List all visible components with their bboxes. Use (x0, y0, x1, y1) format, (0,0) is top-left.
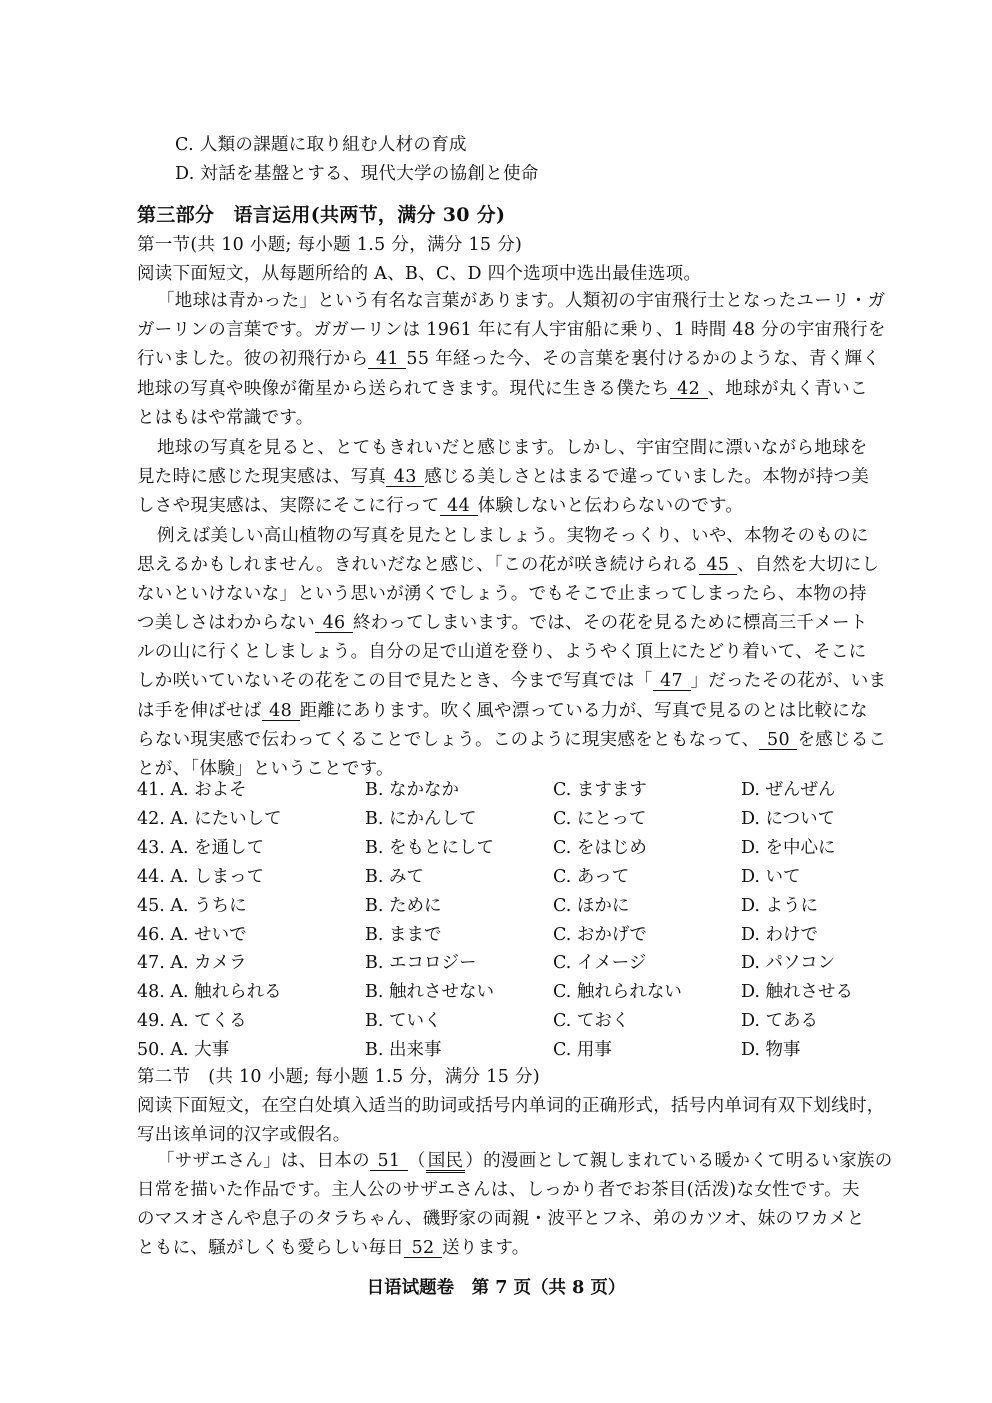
passage-text: 体験しないと伝わらないのです。 (477, 496, 744, 516)
blank-number: 41 (368, 350, 406, 369)
passage-1-line (137, 466, 869, 488)
passage-2-line (137, 1179, 860, 1201)
passage-1-line (137, 583, 867, 605)
section2-title: 第二节 (共 10 小题; 每小题 1.5 分，满分 15 分) (137, 1067, 540, 1087)
passage-1-line (137, 554, 879, 576)
passage-1-line (137, 348, 880, 370)
option-c: C. あって (553, 866, 630, 887)
option-c: C. イメージ (553, 953, 647, 974)
blank-number: 42 (670, 380, 708, 399)
option-row (137, 981, 857, 1003)
option-row (137, 924, 857, 946)
option-b: B. ていく (365, 1011, 442, 1032)
option-a: 43. A. を通して (137, 837, 265, 858)
option-row (137, 837, 857, 859)
option-c: C. をはじめ (553, 837, 647, 858)
blank-number: 48 (262, 702, 300, 721)
passage-text: 55 年経った今、その言葉を裏付けるかのような、青く輝く (406, 349, 881, 369)
passage-1-line (157, 290, 885, 312)
passage-text: 地球の写真や映像が衛星から送られてきます。現代に生きる僕たち (137, 379, 670, 399)
passage-text: ガーリンの言葉です。ガガーリンは 1961 年に有人宇宙船に乗り、1 時間 48 分の宇宙飛行を (137, 320, 886, 340)
option-row (137, 1010, 857, 1032)
option-c: C. 用事 (553, 1040, 612, 1061)
part3-title: 第三部分 语言运用(共两节，满分 30 分) (137, 204, 506, 226)
section1-title: 第一节(共 10 小题; 每小题 1.5 分，满分 15 分) (137, 235, 523, 255)
option-a: 48. A. 触れられる (137, 982, 282, 1003)
passage-1-line (137, 641, 866, 663)
option-c: C. 触れられない (553, 982, 682, 1003)
passage-1-line (137, 495, 743, 517)
passage-1-line (137, 758, 394, 780)
blank-number: 52 (404, 1239, 442, 1258)
option-b: B. ままで (365, 924, 442, 945)
blank-number: 46 (315, 614, 353, 633)
option-a: 50. A. 大事 (137, 1040, 230, 1061)
passage-text: 送ります。 (442, 1238, 530, 1258)
passage-text: 終わってしまいます。では、その花を見るために標高三千メート (353, 613, 868, 633)
prev-option-c: C. 人類の課題に取り組む人材の育成 (175, 135, 467, 155)
passage-text: つ美しさはわからない (137, 613, 315, 633)
option-row (137, 1039, 857, 1061)
option-row (137, 895, 857, 917)
option-d: D. わけで (741, 924, 819, 945)
passage-text: ルの山に行くとしましょう。自分の足で山道を登り、ようやく頂上にたどり着いて、そこに (137, 642, 867, 662)
page-footer: 日语试题卷 第 7 页（共 8 页） (366, 1278, 626, 1298)
option-d: D. てある (741, 1011, 819, 1032)
blank-number: 50 (759, 731, 797, 750)
passage-text: 思えるかもしれません。きれいだなと感じ、「この花が咲き続けられる (137, 555, 699, 575)
passage-text: らない現実感で伝わってくることでしょう。このように現実感をともなって、 (137, 730, 760, 750)
double-underlined-word: 国民 (427, 1151, 464, 1171)
passage-1-line (157, 525, 869, 547)
passage-text: 例えば美しい高山植物の写真を見たとしましょう。実物そっくり、いや、本物そのものに (157, 526, 869, 546)
passage-text: 「地球は青かった」という有名な言葉があります。人類初の宇宙飛行士となったユーリ・ガ (157, 291, 886, 311)
option-row (137, 866, 857, 888)
option-c: C. にとって (553, 808, 647, 829)
option-d: D. を中心に (741, 837, 836, 858)
passage-text: ともに、騒がしくも愛らしい毎日 (137, 1238, 404, 1258)
passage-text: 」だったその花が、いま (690, 671, 887, 691)
option-b: B. エコロジー (365, 953, 477, 974)
passage-1-line (137, 378, 868, 400)
passage-text: 日常を描いた作品です。主人公のサザエさんは、しっかり者でお茶目(活泼)な女性です。夫 (137, 1180, 860, 1200)
option-d: D. パソコン (741, 953, 836, 974)
option-b: B. みて (365, 866, 424, 887)
option-d: D. ぜんぜん (741, 780, 836, 800)
option-d: D. 触れさせる (741, 982, 854, 1003)
passage-2-line (157, 1150, 893, 1173)
prev-option-d: D. 対話を基盤とする、現代大学の協創と使命 (175, 164, 539, 184)
blank-number: 43 (386, 468, 424, 487)
passage-text: 「サザエさん」は、日本の (157, 1151, 370, 1171)
option-row (137, 808, 857, 830)
passage-1-line (137, 700, 868, 722)
blank-number: 47 (653, 672, 691, 691)
option-b: B. 出来事 (365, 1040, 442, 1061)
passage-1-line (137, 319, 886, 341)
option-a: 41. A. およそ (137, 780, 247, 800)
option-b: B. ために (365, 895, 442, 916)
passage-text: 感じる美しさとはまるで違っていました。本物が持つ美 (424, 467, 870, 487)
option-a: 42. A. にたいして (137, 808, 282, 829)
option-row (137, 779, 857, 801)
passage-text: 、自然を大切にし (736, 555, 880, 575)
option-b: B. をもとにして (365, 837, 494, 858)
option-c: C. ておく (553, 1011, 630, 1032)
option-c: C. ほかに (553, 895, 630, 916)
passage-1-line (137, 729, 886, 751)
option-a: 45. A. うちに (137, 895, 247, 916)
option-c: C. ますます (553, 780, 647, 800)
option-d: D. いて (741, 866, 801, 887)
blank-number: 44 (440, 497, 478, 516)
option-b: B. にかんして (365, 808, 477, 829)
option-b: B. なかなか (365, 780, 459, 800)
passage-text: しさや現実感は、実際にそこに行って (137, 496, 440, 516)
passage-text: （ (407, 1151, 426, 1171)
passage-text: とが、「体験」ということです。 (137, 759, 394, 779)
passage-text: は手を伸ばせば (137, 701, 262, 721)
section2-instruction-2: 写出该单词的汉字或假名。 (137, 1125, 351, 1145)
option-a: 49. A. てくる (137, 1011, 247, 1032)
section2-instruction-1: 阅读下面短文，在空白处填入适当的助词或括号内单词的正确形式，括号内单词有双下划线时， (137, 1096, 885, 1116)
passage-1-line (137, 407, 314, 429)
passage-text: 距離にあります。吹く風や漂っている力が、写真で見るのとは比較にな (299, 701, 868, 721)
passage-text: ないといけないな」という思いが湧くでしょう。でもそこで止まってしまったら、本物の持 (137, 584, 867, 604)
passage-text: を感じるこ (797, 730, 887, 750)
passage-2-line (137, 1208, 865, 1230)
option-a: 44. A. しまって (137, 866, 265, 887)
passage-1-line (137, 670, 886, 692)
passage-text: 見た時に感じた現実感は、写真 (137, 467, 387, 487)
option-d: D. ように (741, 895, 819, 916)
blank-number: 51 (370, 1152, 408, 1171)
passage-text: ）的漫画として親しまれている暖かくて明るい家族の (465, 1151, 893, 1171)
option-d: D. 物事 (741, 1040, 801, 1061)
passage-text: のマスオさんや息子のタラちゃん、磯野家の両親・波平とフネ、弟のカツオ、妹のワカメと (137, 1209, 865, 1229)
blank-number: 45 (699, 556, 737, 575)
section1-instruction: 阅读下面短文，从每题所给的 A、B、C、D 四个选项中选出最佳选项。 (137, 264, 702, 284)
option-c: C. おかげで (553, 924, 647, 945)
passage-text: 、地球が丸く青いこ (707, 379, 868, 399)
passage-2-line (137, 1237, 530, 1259)
option-d: D. について (741, 808, 836, 829)
passage-text: とはもはや常識です。 (137, 408, 314, 428)
passage-1-line (157, 437, 868, 459)
passage-text: 行いました。彼の初飛行から (137, 349, 369, 369)
option-a: 47. A. カメラ (137, 953, 247, 974)
option-b: B. 触れさせない (365, 982, 494, 1003)
option-row (137, 952, 857, 974)
passage-1-line (137, 612, 868, 634)
option-a: 46. A. せいで (137, 924, 247, 945)
passage-text: 地球の写真を見ると、とてもきれいだと感じます。しかし、宇宙空間に漂いながら地球を (157, 438, 868, 458)
passage-text: しか咲いていないその花をこの目で見たとき、今まで写真では「 (137, 671, 653, 691)
